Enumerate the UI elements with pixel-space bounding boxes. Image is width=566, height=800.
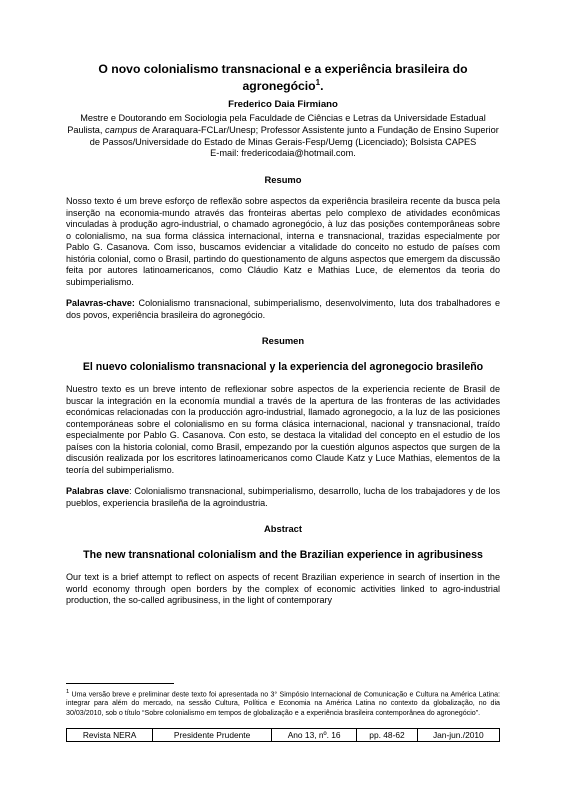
abstract-body: Our text is a brief attempt to reflect on aspects of recent Brazilian experience in search of insertion in the world economy through open borders by the complex of economic activities linked to agro-industrial production, the so-called agribusiness, in the light of contemporary <box>66 572 500 606</box>
footnote-text: Uma versão breve e preliminar deste texto foi apresentada no 3° Simpósio Internacional de Comunicação e Cultura na América Latina: integrar para além do mercado, na sessão Cultura, Política e Economia na América Latina no contexto da globalização, no dia 30/03/2010, sob o título “Sobre colonialismo em tempos de globalização e a experiência brasileira contemporânea do agronegócio”. <box>66 690 500 717</box>
keywords-label: Palavras-chave: <box>66 298 135 309</box>
title-end: . <box>320 79 324 94</box>
resumen-body: Nuestro texto es un breve intento de reflexionar sobre aspectos de la experiencia reciente de Brasil de buscar la integración en la economía mundial a través de la apertura de las fronteras de las actividades económicas relacionadas con la producción agro-industrial, llamado agronegocio, a la luz de las posiciones contemporáneas sobre el colonialismo en su forma clásica internacional, nacional y transnacional, traído especialmente por Pablo G. Casanova. Con esto, se destaca la vitalidad del concepto en el estudio de los países con la historia colonial, como Brasil, empezando por la cuestión algunos aspectos que surgen de la discusión realizada por los escritores latinoamericanos como Claude Katz y Luce Mathias, elementos de la teoría del subimperialismo. <box>66 384 500 475</box>
footnote <box>66 688 500 718</box>
abstract-title: The new transnational colonialism and the Brazilian experience in agribusiness <box>83 549 483 562</box>
article-title <box>66 62 500 93</box>
resumen-keywords <box>66 486 500 509</box>
affiliation-campus: campus <box>105 124 138 135</box>
affiliation-line2: de Araraquara-FCLar/Unesp; Professor Assistente junto a Fundação de Ensino Superior de Passos/Universidade do Estado de Minas Gerais-Fesp/Uemg (Licenciado); Bolsista CAPES <box>89 124 499 147</box>
resumen-heading: Resumen <box>261 335 305 347</box>
resumo-body: Nosso texto é um breve esforço de reflexão sobre aspectos da experiência brasileira recente da busca pela inserção na economia-mundo através das fronteiras abertas pelo complexo de atividades econômicas vinculadas à produção agro-industrial, o chamado agronegócio, à luz das posições contemporâneas sobre o colonialismo, na sua forma clássica internacional, interna e transnacional, trazidas especialmente por Pablo G. Casanova. Com isso, buscamos evidenciar a vitalidade do conceito no estudo de países com história colonial, como o Brasil, partindo do questionamento de alguns aspectos que emergem da discussão feita por autores latinoamericanos, como Cláudio Katz e Mathias Luce, de elementos da teoria do subimperialismo. <box>66 196 500 287</box>
resumo-heading: Resumo <box>264 174 302 186</box>
footer-date: Jan-jun./2010 <box>417 729 499 742</box>
abstract-heading: Abstract <box>263 523 303 535</box>
article-page <box>66 62 500 616</box>
resumo-keywords <box>66 298 500 321</box>
footer-pages: pp. 48-62 <box>357 729 417 742</box>
author-name: Frederico Daia Firmiano <box>228 99 338 111</box>
title-text: O novo colonialismo transnacional e a experiência brasileira do agronegócio <box>98 62 468 94</box>
resumen-title: El nuevo colonialismo transnacional y la experiencia del agronegocio brasileño <box>82 361 484 374</box>
keywords-label: Palabras clave <box>66 486 130 497</box>
footer-city: Presidente Prudente <box>153 729 272 742</box>
author-email: E-mail: fredericodaia@hotmail.com. <box>210 148 356 159</box>
author-affiliation <box>66 113 500 160</box>
footnote-marker[interactable]: 1 <box>315 78 321 87</box>
footer-volume: Ano 13, nº. 16 <box>271 729 356 742</box>
footnote-divider <box>66 683 174 684</box>
journal-footer <box>66 728 500 742</box>
footnote-number: 1 <box>66 689 70 695</box>
keywords-text: : Colonialismo transnacional, subimperialismo, desarrollo, lucha de los trabajadores y de los pueblos, experiencia brasileña de la agroindustria. <box>66 486 501 508</box>
footer-journal: Revista NERA <box>67 729 153 742</box>
affiliation-line1: Mestre e Doutorando em Sociologia pela Faculdade de Ciências e Letras da Universidade Estadual Paulista, <box>67 113 486 135</box>
keywords-text: Colonialismo transnacional, subimperialismo, desenvolvimento, luta dos trabalhadores e dos povos, experiência brasileira do agronegócio. <box>66 298 500 320</box>
